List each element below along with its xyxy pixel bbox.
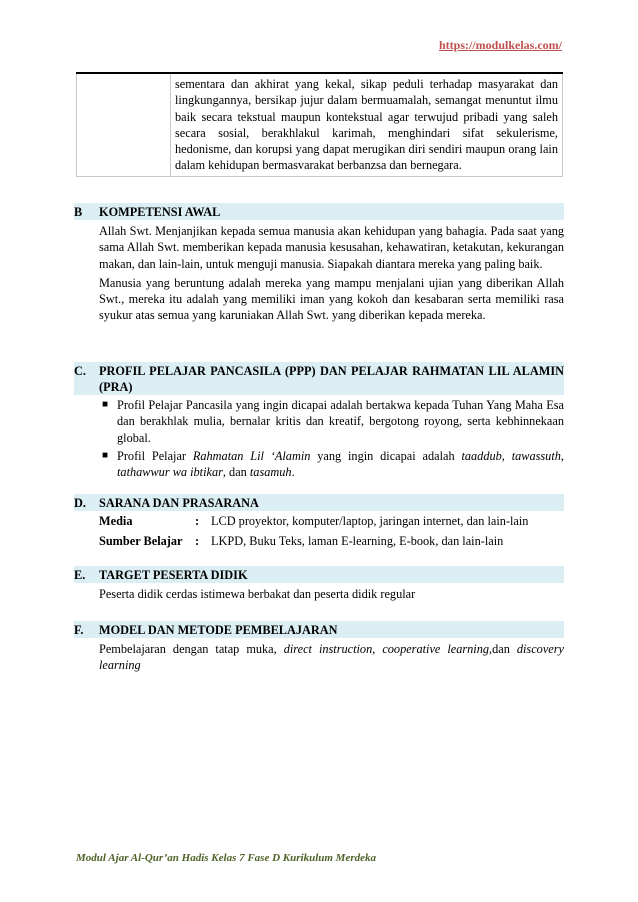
section-kompetensi-awal — [74, 203, 564, 324]
header-url-link[interactable]: https://modulkelas.com/ — [438, 38, 562, 52]
bullet-text-part: yang ingin dicapai adalah — [310, 448, 462, 463]
text-part: Pembelajaran dengan tatap muka, — [99, 642, 284, 656]
text-italic: direct instruction — [283, 642, 373, 656]
section-sarana-prasarana — [74, 494, 564, 551]
row-label: Media — [99, 514, 133, 528]
table-continuation-text: sementara dan akhirat yang kekal, sikap peduli terhadap masyarakat dan lingkungannya, bersikap jujur dalam bermuamalah, semangat menuntut ilmu baik secara tekstual maupun kontekstual agar terwujud pribadi yang saleh secara sosial, berakhlakul karimah, menghindari sifat sekulerisme, hedonisme, dan korupsi yang dapat merugikan diri sendiri maupun orang lain dalam kehidupan bermasvarakat berbanzsa dan bernegara. — [175, 77, 558, 173]
square-bullet-icon: ■ — [102, 399, 109, 410]
section-target-peserta-didik — [74, 566, 564, 602]
row-label: Sumber Belajar — [99, 534, 183, 548]
section-title: KOMPETENSI AWAL — [99, 205, 221, 219]
bullet-text-part: Profil Pelajar — [117, 448, 193, 463]
section-letter: B — [74, 205, 83, 219]
text-italic: discovery learning — [99, 642, 564, 673]
paragraph: Allah Swt. Menjanjikan kepada semua manusia akan kehidupan yang bahagia. Pada saat yang sama Allah Swt. memberikan kepada manusia kesusahan, kehawatiran, ketakutan, kekurangan makan, dan lain-lain, untuk menguji manusia. Siapakah diantara mereka yang paling baik. — [99, 224, 564, 271]
row-value: LKPD, Buku Teks, laman E-learning, E-book, dan lain-lain — [211, 534, 504, 548]
media-row — [99, 511, 564, 531]
footer-text: Modul Ajar Al-Qur’an Hadis Kelas 7 Fase D Kurikulum Merdeka — [76, 852, 377, 864]
section-letter: C. — [74, 364, 86, 378]
section-title: TARGET PESERTA DIDIK — [99, 568, 248, 582]
list-item — [99, 397, 564, 446]
text-italic: cooperative learning — [382, 642, 490, 656]
section-title: SARANA DAN PRASARANA — [99, 496, 259, 510]
table-text-cell — [171, 73, 563, 176]
bullet-text: Profil Pelajar Pancasila yang ingin dicapai adalah bertakwa kepada Tuhan Yang Maha Esa dan berakhlak mulia, bernalar kritis dan kreatif, bergotong royong, serta kebhinnekaan global. — [117, 398, 564, 445]
section-profil-pelajar — [74, 362, 564, 482]
bullet-text-italic: Rahmatan Lil ‘Alamin — [192, 448, 311, 463]
continuation-table — [76, 72, 563, 177]
bullet-text-italic: taaddub, tawassuth, tathawwur wa ibtikar — [117, 448, 564, 480]
bullet-list — [99, 397, 564, 480]
text-part: , — [372, 642, 383, 656]
section-letter: E. — [74, 568, 86, 582]
row-separator: : — [195, 534, 200, 548]
list-item — [99, 448, 564, 481]
text-part: ,dan — [489, 642, 517, 656]
paragraph — [99, 641, 564, 674]
row-separator: : — [195, 514, 200, 528]
section-heading — [74, 621, 564, 638]
section-title: PROFIL PELAJAR PANCASILA (PPP) DAN PELAJAR RAHMATAN LIL ALAMIN (PRA) — [99, 364, 564, 394]
section-letter: F. — [74, 623, 84, 637]
row-value: LCD proyektor, komputer/laptop, jaringan internet, dan lain-lain — [211, 514, 529, 528]
bullet-text-italic: tasamuh — [249, 465, 292, 480]
section-title: MODEL DAN METODE PEMBELAJARAN — [99, 623, 338, 637]
section-heading — [74, 566, 564, 583]
section-heading — [74, 494, 564, 511]
bullet-text-part: . — [291, 465, 295, 480]
square-bullet-icon: ■ — [102, 449, 109, 461]
paragraph: Peserta didik cerdas istimewa berbakat dan peserta didik regular — [99, 587, 416, 601]
section-letter: D. — [74, 496, 86, 510]
table-empty-cell — [77, 73, 171, 176]
section-heading — [74, 203, 564, 220]
section-model-metode — [74, 621, 564, 674]
paragraph: Manusia yang beruntung adalah mereka yang mampu menjalani ujian yang diberikan Allah Swt., mereka itu adalah yang memiliki iman yang kokoh dan kesabaran serta memiliki rasa syukur atas semua yang karuniakan Allah Swt. yang diberikan kepada mereka. — [99, 275, 564, 323]
bullet-text-part: , dan — [222, 465, 250, 480]
section-heading — [74, 362, 564, 395]
sumber-belajar-row — [99, 531, 564, 551]
